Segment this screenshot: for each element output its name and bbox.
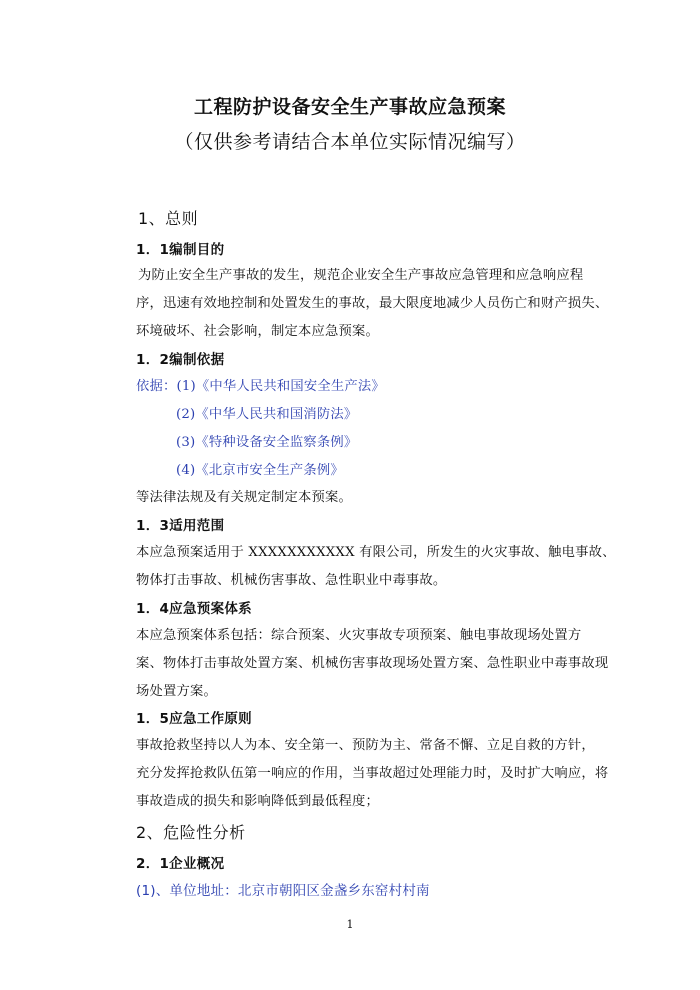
basis-item-2: (2)《中华人民共和国消防法》 <box>176 407 358 422</box>
section-heading-hazard: 2、危险性分析 <box>136 823 246 842</box>
page-number: 1 <box>346 918 354 931</box>
principles-line-2: 充分发挥抢救队伍第一响应的作用，当事故超过处理能力时，及时扩大响应，将 <box>136 766 609 781</box>
system-line-2: 案、物体打击事故处置方案、机械伤害事故现场处置方案、急性职业中毒事故现 <box>136 656 609 671</box>
basis-item-3: (3)《特种设备安全监察条例》 <box>176 435 358 450</box>
subsection-heading-system: 1．4应急预案体系 <box>136 601 252 617</box>
basis-item-4: (4)《北京市安全生产条例》 <box>176 463 344 478</box>
principles-line-3: 事故造成的损失和影响降低到最低程度； <box>136 794 379 809</box>
purpose-line-2: 序，迅速有效地控制和处置发生的事故，最大限度地减少人员伤亡和财产损失、 <box>136 296 609 311</box>
basis-tail: 等法律法规及有关规定制定本预案。 <box>136 490 352 505</box>
scope-line-2: 物体打击事故、机械伤害事故、急性职业中毒事故。 <box>136 573 447 588</box>
basis-item-1: 依据：(1)《中华人民共和国安全生产法》 <box>136 379 385 394</box>
system-line-3: 场处置方案。 <box>136 684 217 699</box>
system-line-1: 本应急预案体系包括：综合预案、火灾事故专项预案、触电事故现场处置方 <box>136 628 582 643</box>
subsection-heading-purpose: 1．1编制目的 <box>136 242 225 258</box>
subsection-heading-basis: 1．2编制依据 <box>136 352 225 368</box>
subsection-heading-overview: 2．1企业概况 <box>136 856 225 872</box>
scope-line-1: 本应急预案适用于 XXXXXXXXXXX 有限公司，所发生的火灾事故、触电事故、 <box>136 545 616 560</box>
purpose-line-3: 环境破坏、社会影响，制定本应急预案。 <box>136 324 379 339</box>
principles-line-1: 事故抢救坚持以人为本、安全第一、预防为主、常备不懈、立足自救的方针， <box>136 738 595 753</box>
section-heading-general: 1、总则 <box>138 209 199 228</box>
subsection-heading-principles: 1．5应急工作原则 <box>136 711 252 727</box>
purpose-line-1: 为防止安全生产事故的发生，规范企业安全生产事故应急管理和应急响应程 <box>138 268 584 283</box>
document-title: 工程防护设备安全生产事故应急预案 <box>193 96 506 118</box>
subsection-heading-scope: 1．3适用范围 <box>136 518 225 534</box>
document-subtitle: （仅供参考请结合本单位实际情况编写） <box>174 131 526 153</box>
company-address: (1)、单位地址：北京市朝阳区金盏乡东窑村村南 <box>136 883 430 899</box>
